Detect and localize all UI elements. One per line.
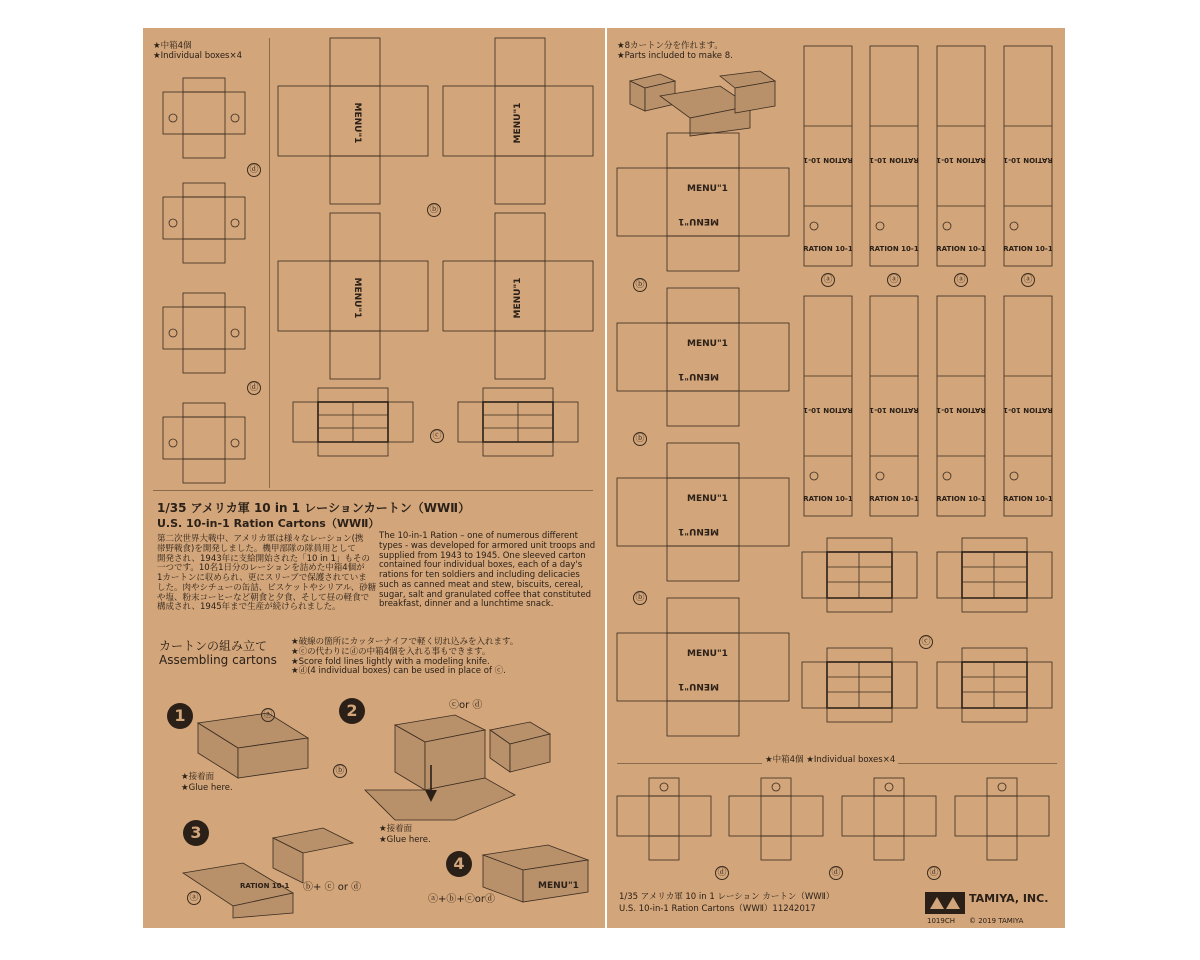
menu-label: MENU"1 xyxy=(678,681,719,691)
cartons-preview xyxy=(625,66,785,136)
individual-box-templates xyxy=(153,68,263,488)
step-3-parts-label: ⓑ+ ⓒ or ⓓ xyxy=(303,882,362,893)
individual-box-templates xyxy=(617,778,1062,868)
ration-label: RATION 10-1 xyxy=(803,406,853,414)
ration-label: RATION 10-1 xyxy=(803,156,853,164)
label-d: ⓓ xyxy=(829,866,843,880)
ration-label: RATION 10-1 xyxy=(240,882,290,890)
corner-note-en: ★Parts included to make 8. xyxy=(617,51,733,61)
assembly-notes: ★破線の箇所にカッターナイフで軽く切れ込みを入れます。 ★ⓒの代わりにⓓの中箱4個を入れる事もできます。 ★Score fold lines lightly with a modeling knife. ★ⓓ(4 individual boxes) can be used in place of ⓒ. xyxy=(291,637,519,677)
label-a: ⓐ xyxy=(887,273,901,287)
ration-label: RATION 10-1 xyxy=(869,495,919,503)
corner-note-jp: ★8カートン分を作れます。 xyxy=(617,41,723,51)
label-a: ⓐ xyxy=(1021,273,1035,287)
label-a: ⓐ xyxy=(187,891,201,905)
menu-label: MENU"1 xyxy=(678,371,719,381)
label-b: ⓑ xyxy=(333,764,347,778)
footer-en: U.S. 10-in-1 Ration Cartons（WWⅡ）11242017 xyxy=(619,904,816,914)
title-jp: 1/35 アメリカ軍 10 in 1 レーションカートン（WWⅡ） xyxy=(157,501,471,515)
corner-note-jp: ★中箱4個 xyxy=(153,41,192,51)
label-d: ⓓ xyxy=(247,381,261,395)
label-c: ⓒ xyxy=(919,635,933,649)
title-en: U.S. 10-in-1 Ration Cartons（WWⅡ） xyxy=(157,517,380,530)
assembly-title-en: Assembling cartons xyxy=(159,653,277,667)
menu-label: MENU"1 xyxy=(678,526,719,536)
menu-label: MENU"1 xyxy=(513,102,523,144)
ration-label: RATION 10-1 xyxy=(936,495,986,503)
section-divider xyxy=(153,490,593,491)
menu-label: MENU"1 xyxy=(678,216,719,226)
product-code: 1019CH xyxy=(927,917,955,925)
label-b: ⓑ xyxy=(633,432,647,446)
brand-name: TAMIYA, INC. xyxy=(969,892,1049,905)
footer-jp: 1/35 アメリカ軍 10 in 1 レーション カートン（WWⅡ） xyxy=(619,892,835,902)
label-d: ⓓ xyxy=(715,866,729,880)
ration-label: RATION 10-1 xyxy=(1003,406,1053,414)
label-a: ⓐ xyxy=(821,273,835,287)
label-b: ⓑ xyxy=(427,203,441,217)
step-3-badge: 3 xyxy=(183,820,209,846)
label-a: ⓐ xyxy=(261,708,275,722)
step-4-parts-label: ⓐ+ⓑ+ⓒorⓓ xyxy=(428,894,495,905)
menu-label: MENU"1 xyxy=(538,881,579,891)
step-2-parts-label: ⓒor ⓓ xyxy=(449,700,483,711)
ration-label: RATION 10-1 xyxy=(936,156,986,164)
ration-label: RATION 10-1 xyxy=(869,156,919,164)
tamiya-logo-icon xyxy=(925,892,965,914)
menu-label: MENU"1 xyxy=(352,277,362,319)
label-b: ⓑ xyxy=(633,591,647,605)
ration-label: RATION 10-1 xyxy=(936,245,986,253)
menu-label: MENU"1 xyxy=(687,339,728,349)
menu-label: MENU"1 xyxy=(687,184,728,194)
menu-label: MENU"1 xyxy=(687,494,728,504)
assembly-title-jp: カートンの組み立て xyxy=(159,639,268,653)
step-3-illustration xyxy=(183,818,373,918)
step-1-badge: 1 xyxy=(167,703,193,729)
label-a: ⓐ xyxy=(954,273,968,287)
ration-label: RATION 10-1 xyxy=(1003,495,1053,503)
ration-label: RATION 10-1 xyxy=(1003,245,1053,253)
menu-label: MENU"1 xyxy=(352,102,362,144)
glue-note-jp: ★接着面 xyxy=(379,824,413,834)
ration-label: RATION 10-1 xyxy=(803,495,853,503)
ration-label: RATION 10-1 xyxy=(869,245,919,253)
label-d: ⓓ xyxy=(247,163,261,177)
description-en: The 10-in-1 Ration – one of numerous different types - was developed for armored unit troops and supplied from 1943 to 1945. One sleeved carton contained four individual boxes, each of a day's rations for ten soldiers and including delicacies such as canned meat and stew, biscuits, cereal, sugar, salt and granulated coffee that constituted breakfast, dinner and a lunchtime snack. xyxy=(379,531,596,610)
ration-label: RATION 10-1 xyxy=(803,245,853,253)
step-4-badge: 4 xyxy=(446,851,472,877)
description-jp: 第二次世界大戦中、アメリカ軍は様々なレーション(携 帯野戦食)を開発しました。機甲部隊の隊員用として 開発され、1943年に支給開始された「10 in 1」もその 一つです。10名1日分のレーションを詰めた中箱4個が 1カートンに収められ、更にスリーブで保護されていま した。肉やシチューの缶詰、ビスケットやシリアル、砂糖 や塩、粉末コーヒーなど朝食と夕食、そして昼の軽食で 構成され、1945年まで生産が続けられました。 xyxy=(157,534,377,613)
label-d: ⓓ xyxy=(927,866,941,880)
ration-label: RATION 10-1 xyxy=(1003,156,1053,164)
ration-label: RATION 10-1 xyxy=(936,406,986,414)
menu-label: MENU"1 xyxy=(513,277,523,319)
sleeve-templates xyxy=(278,38,598,398)
right-parts-sheet xyxy=(607,28,1065,928)
glue-note-en: ★Glue here. xyxy=(379,835,431,845)
step-4-illustration xyxy=(478,840,598,908)
step-2-badge: 2 xyxy=(339,698,365,724)
label-b: ⓑ xyxy=(633,278,647,292)
glue-note-en: ★Glue here. xyxy=(181,783,233,793)
corner-note-en: ★Individual boxes×4 xyxy=(153,51,243,61)
outer-carton-templates xyxy=(802,46,1057,521)
copyright: © 2019 TAMIYA xyxy=(969,917,1024,925)
glue-note-jp: ★接着面 xyxy=(181,772,215,782)
boxes-note: ★中箱4個 ★Individual boxes×4 xyxy=(762,756,898,766)
sleeve-templates xyxy=(617,133,797,763)
label-c: ⓒ xyxy=(430,429,444,443)
menu-label: MENU"1 xyxy=(687,649,728,659)
column-divider xyxy=(269,38,270,488)
carton-templates xyxy=(293,388,593,468)
left-instruction-sheet xyxy=(143,28,605,928)
step-2-illustration xyxy=(365,710,595,835)
ration-label: RATION 10-1 xyxy=(869,406,919,414)
